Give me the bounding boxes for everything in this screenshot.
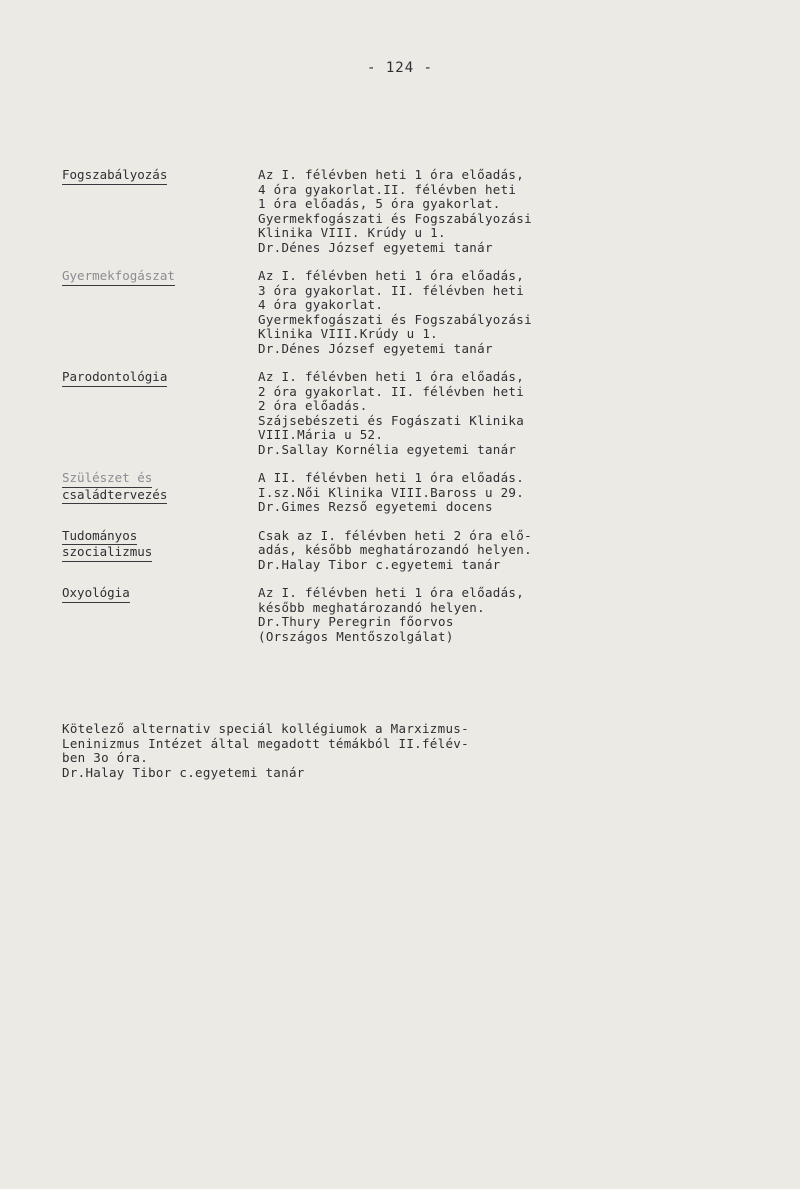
detail-line: Dr.Thury Peregrin főorvos	[258, 614, 454, 629]
footer-line: Dr.Halay Tibor c.egyetemi tanár	[62, 764, 305, 780]
detail-line: Az I. félévben heti 1 óra előadás,	[258, 167, 525, 182]
detail-line: Gyermekfogászati és Fogszabályozási	[258, 210, 532, 226]
detail-line: Klinika VIII.Krúdy u 1.	[258, 326, 438, 341]
detail-line: 4 óra gyakorlat.	[258, 297, 384, 312]
course-details	[258, 586, 622, 644]
detail-line: 2 óra előadás.	[258, 398, 368, 413]
detail-line: Az I. félévben heti 1 óra előadás,	[258, 268, 525, 283]
detail-line: Szájsebészeti és Fogászati Klinika	[258, 412, 525, 428]
subject-line: szocializmus	[62, 545, 152, 562]
detail-line: 4 óra gyakorlat.II. félévben heti	[258, 181, 517, 197]
course-entry-gyermekfogaszat	[62, 269, 622, 356]
course-list	[62, 168, 622, 658]
course-entry-fogszabalyozas	[62, 168, 622, 255]
footer-line: Kötelező alternativ speciál kollégiumok a Marxizmus-	[62, 721, 469, 736]
subject-line: Szülészet és	[62, 471, 152, 488]
course-subject	[62, 529, 258, 573]
subject-line: Parodontológia	[62, 370, 167, 387]
course-subject	[62, 586, 258, 644]
detail-line: később meghatározandó helyen.	[258, 599, 485, 615]
course-entry-parodontologia	[62, 370, 622, 457]
detail-line: adás, később meghatározandó helyen.	[258, 542, 532, 557]
footer-line: ben 3o óra.	[62, 750, 149, 765]
course-subject	[62, 168, 258, 255]
course-details	[258, 269, 622, 356]
subject-line: Fogszabályozás	[62, 168, 167, 185]
course-entry-tudomanyos-szocializmus	[62, 529, 622, 573]
course-subject	[62, 269, 258, 356]
subject-line: Gyermekfogászat	[62, 269, 175, 286]
detail-line: Dr.Dénes József egyetemi tanár	[258, 340, 493, 356]
detail-line: Az I. félévben heti 1 óra előadás,	[258, 369, 525, 384]
subject-line: Oxyológia	[62, 586, 130, 603]
detail-line: Klinika VIII. Krúdy u 1.	[258, 225, 446, 240]
course-subject	[62, 471, 258, 515]
detail-line: A II. félévben heti 1 óra előadás.	[258, 470, 525, 485]
course-details	[258, 471, 622, 515]
course-entry-oxyologia	[62, 586, 622, 644]
page-number: - 124 -	[366, 60, 433, 76]
course-entry-szuleszet	[62, 471, 622, 515]
footer-note	[62, 722, 662, 780]
course-details	[258, 529, 622, 573]
detail-line: Dr.Dénes József egyetemi tanár	[258, 239, 493, 255]
footer-line: Leninizmus Intézet által megadott témákból II.félév-	[62, 735, 469, 751]
detail-line: VIII.Mária u 52.	[258, 427, 384, 442]
detail-line: 3 óra gyakorlat. II. félévben heti	[258, 282, 525, 298]
detail-line: Dr.Gimes Rezső egyetemi docens	[258, 499, 493, 514]
subject-line: családtervezés	[62, 488, 167, 505]
detail-line: 2 óra gyakorlat. II. félévben heti	[258, 383, 525, 399]
detail-line: I.sz.Női Klinika VIII.Baross u 29.	[258, 484, 525, 500]
course-details	[258, 370, 622, 457]
detail-line: Gyermekfogászati és Fogszabályozási	[258, 311, 532, 327]
detail-line: 1 óra előadás, 5 óra gyakorlat.	[258, 196, 501, 211]
subject-line: Tudományos	[62, 529, 137, 546]
course-details	[258, 168, 622, 255]
detail-line: Csak az I. félévben heti 2 óra elő-	[258, 527, 532, 543]
course-subject	[62, 370, 258, 457]
detail-line: Az I. félévben heti 1 óra előadás,	[258, 585, 525, 600]
detail-line: Dr.Halay Tibor c.egyetemi tanár	[258, 556, 501, 572]
detail-line: (Országos Mentőszolgálat)	[258, 628, 454, 644]
detail-line: Dr.Sallay Kornélia egyetemi tanár	[258, 441, 517, 457]
